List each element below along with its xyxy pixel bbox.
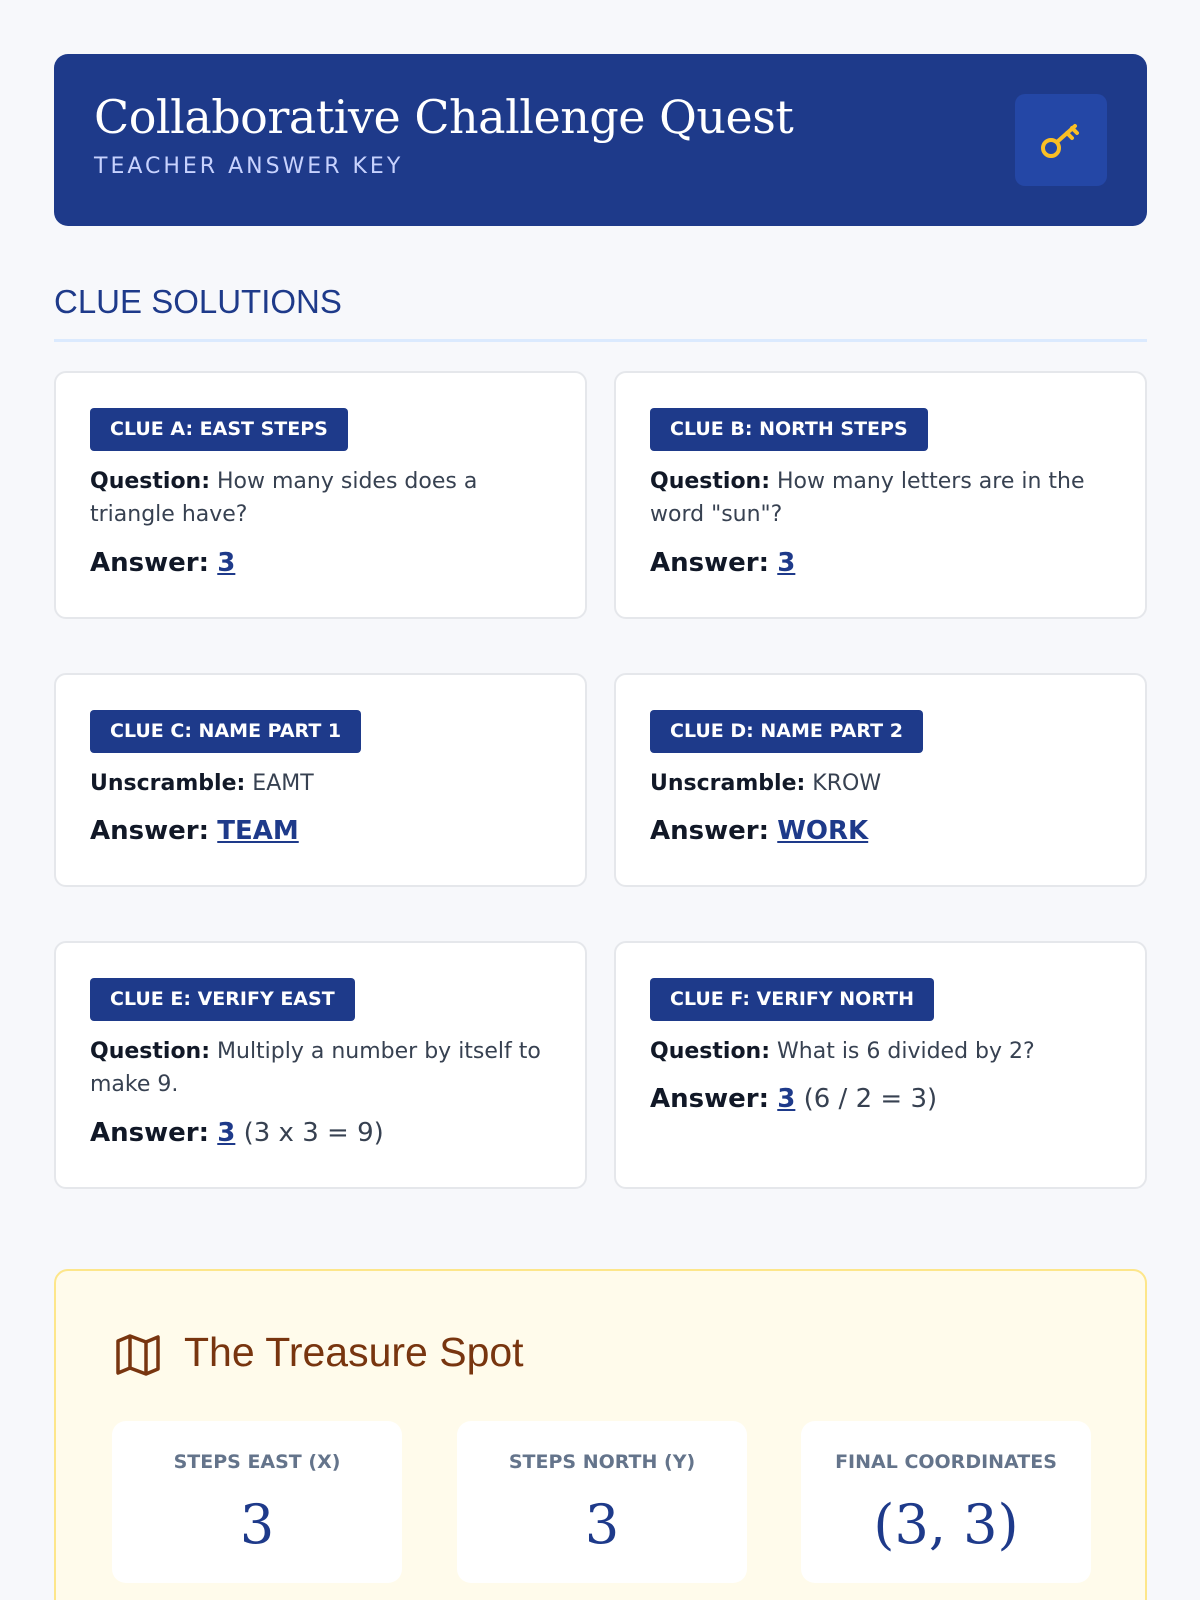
prompt-label: Question: bbox=[650, 1039, 771, 1064]
clue-badge: CLUE B: NORTH STEPS bbox=[650, 408, 928, 451]
answer-value: 3 bbox=[217, 1118, 236, 1148]
treasure-panel bbox=[54, 1269, 1147, 1600]
prompt-label: Question: bbox=[90, 1039, 211, 1064]
clue-prompt bbox=[90, 465, 565, 531]
answer-value: 3 bbox=[777, 1084, 796, 1114]
clue-prompt bbox=[650, 767, 1125, 800]
clue-badge: CLUE D: NAME PART 2 bbox=[650, 710, 923, 753]
clue-card bbox=[614, 941, 1147, 1189]
stat-label: STEPS NORTH (Y) bbox=[508, 1451, 696, 1473]
prompt-text: Multiply a number by itself to make 9. bbox=[90, 1039, 541, 1097]
stat-card bbox=[801, 1421, 1091, 1583]
answer-label: Answer: bbox=[650, 1084, 769, 1114]
answer-note: (3 x 3 = 9) bbox=[243, 1118, 384, 1148]
prompt-text: What is 6 divided by 2? bbox=[777, 1039, 1035, 1064]
clue-answer bbox=[650, 1084, 937, 1114]
stat-value: 3 bbox=[239, 1493, 275, 1556]
stat-card bbox=[457, 1421, 747, 1583]
clue-card bbox=[54, 941, 587, 1189]
stat-card bbox=[112, 1421, 402, 1583]
section-divider bbox=[54, 339, 1147, 342]
clue-prompt bbox=[90, 1035, 565, 1101]
stat-label: STEPS EAST (X) bbox=[173, 1451, 341, 1473]
prompt-label: Unscramble: bbox=[650, 771, 806, 796]
key-badge bbox=[1015, 94, 1107, 186]
key-icon bbox=[1036, 115, 1086, 165]
clue-answer bbox=[90, 548, 235, 578]
answer-value: WORK bbox=[777, 816, 869, 846]
answer-value: 3 bbox=[777, 548, 796, 578]
answer-label: Answer: bbox=[650, 548, 769, 578]
prompt-text: EAMT bbox=[252, 771, 314, 796]
prompt-label: Question: bbox=[650, 469, 771, 494]
clue-answer bbox=[90, 816, 299, 846]
page-subtitle: TEACHER ANSWER KEY bbox=[94, 154, 404, 179]
prompt-label: Unscramble: bbox=[90, 771, 246, 796]
clue-card bbox=[54, 673, 587, 887]
section-title: CLUE SOLUTIONS bbox=[54, 283, 342, 320]
answer-value: 3 bbox=[217, 548, 236, 578]
stat-value: 3 bbox=[584, 1493, 620, 1556]
prompt-label: Question: bbox=[90, 469, 211, 494]
clue-prompt bbox=[650, 465, 1125, 531]
treasure-title: The Treasure Spot bbox=[184, 1329, 524, 1375]
clue-badge: CLUE F: VERIFY NORTH bbox=[650, 978, 934, 1021]
prompt-text: How many sides does a triangle have? bbox=[90, 469, 478, 527]
page-title: Collaborative Challenge Quest bbox=[94, 90, 794, 144]
answer-note: (6 / 2 = 3) bbox=[803, 1084, 938, 1114]
prompt-text: How many letters are in the word "sun"? bbox=[650, 469, 1085, 527]
clue-badge: CLUE E: VERIFY EAST bbox=[90, 978, 355, 1021]
clue-card bbox=[614, 371, 1147, 619]
clue-answer bbox=[90, 1118, 384, 1148]
prompt-text: KROW bbox=[812, 771, 882, 796]
clue-badge: CLUE A: EAST STEPS bbox=[90, 408, 348, 451]
clue-badge: CLUE C: NAME PART 1 bbox=[90, 710, 361, 753]
answer-value: TEAM bbox=[217, 816, 299, 846]
clue-answer bbox=[650, 816, 868, 846]
stat-value: (3, 3) bbox=[873, 1493, 1019, 1556]
clue-card bbox=[614, 673, 1147, 887]
answer-label: Answer: bbox=[90, 816, 209, 846]
map-icon bbox=[114, 1333, 162, 1377]
answer-label: Answer: bbox=[90, 548, 209, 578]
clue-card bbox=[54, 371, 587, 619]
page-header bbox=[54, 54, 1147, 226]
clue-prompt bbox=[90, 767, 565, 800]
answer-label: Answer: bbox=[90, 1118, 209, 1148]
stat-label: FINAL COORDINATES bbox=[835, 1451, 1057, 1473]
clue-prompt bbox=[650, 1035, 1125, 1068]
answer-label: Answer: bbox=[650, 816, 769, 846]
clue-answer bbox=[650, 548, 795, 578]
